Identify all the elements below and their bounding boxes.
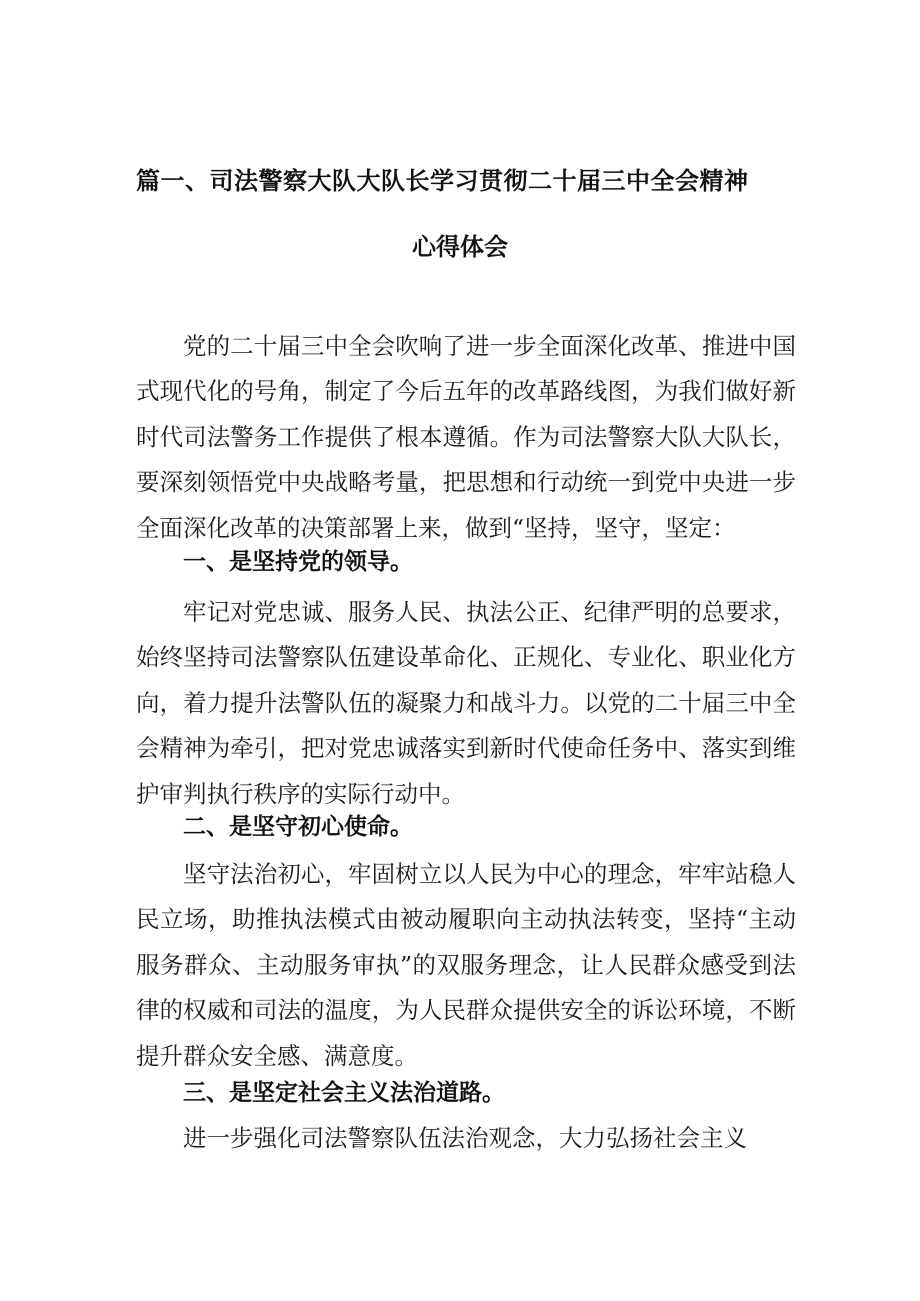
document-title-line-2: 心得体会 — [412, 233, 508, 261]
section-heading-2: 二、是坚守初心使命。 — [183, 814, 413, 840]
section-heading-1: 一、是坚持党的领导。 — [183, 549, 413, 575]
section-heading-3: 三、是坚定社会主义法治道路。 — [183, 1080, 505, 1106]
intro-paragraph: 党的二十届三中全会吹响了进一步全面深化改革、推进中国式现代化的号角，制定了今后五年的改革路线图，为我们做好新时代司法警务工作提供了根本遵循。作为司法警察大队大队长，要深刻领悟党中央战略考量，把思想和行动统一到党中央进一步全面深化改革的决策部署上来，做到“坚持，坚守，坚定： — [136, 332, 796, 542]
document-title-line-1: 篇一、司法警察大队大队长学习贯彻二十届三中全会精神 — [136, 167, 749, 195]
section-paragraph-3: 进一步强化司法警察队伍法治观念，大力弘扬社会主义 — [183, 1124, 747, 1152]
section-paragraph-1: 牢记对党忠诚、服务人民、执法公正、纪律严明的总要求，始终坚持司法警察队伍建设革命化、正规化、专业化、职业化方向，着力提升法警队伍的凝聚力和战斗力。以党的二十届三中全会精神为牵引，把对党忠诚落实到新时代使命任务中、落实到维护审判执行秩序的实际行动中。 — [136, 598, 796, 808]
section-paragraph-2: 坚守法治初心，牢固树立以人民为中心的理念，牢牢站稳人民立场，助推执法模式由被动履职向主动执法转变，坚持“主动服务群众、主动服务审执”的双服务理念，让人民群众感受到法律的权威和司法的温度，为人民群众提供安全的诉讼环境，不断提升群众安全感、满意度。 — [136, 860, 796, 1070]
